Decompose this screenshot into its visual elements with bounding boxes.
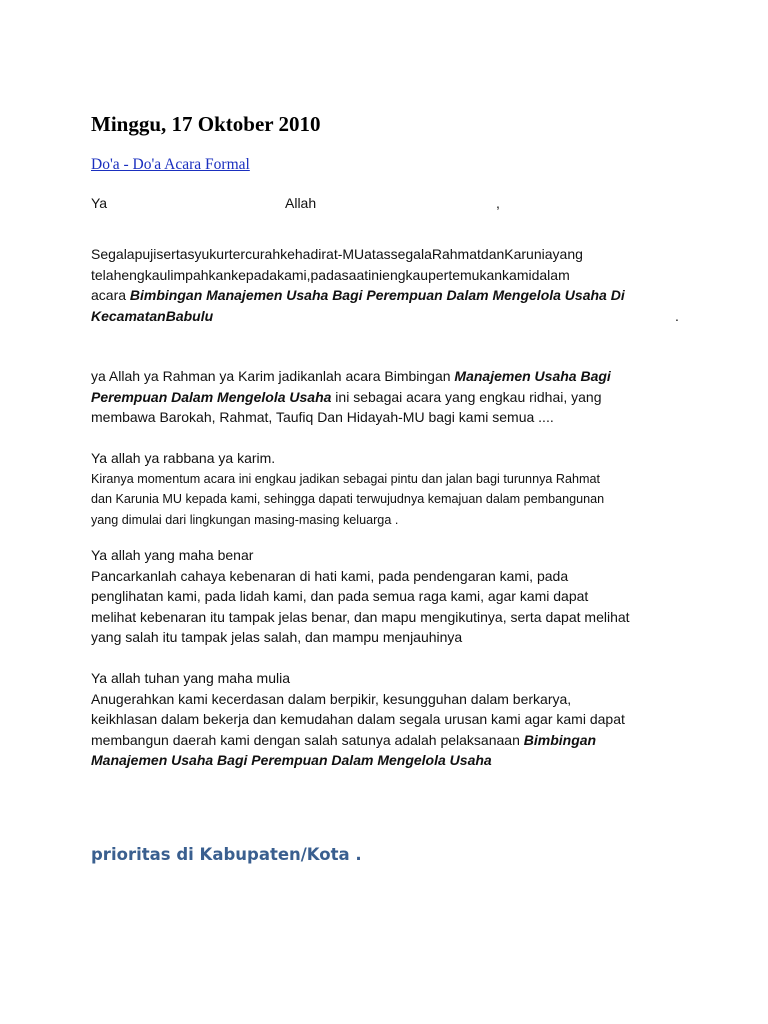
- paragraph-maha-mulia: Ya allah tuhan yang maha mulia Anugerahkan kami kecerdasan dalam berpikir, kesungguhan dalam berkarya, keikhlasan dalam bekerja dan kemudahan dalam segala urusan kami agar kami dapat membangun daerah kami dengan salah satunya adalah pelaksanaan Bimbingan Manajemen Usaha Bagi Perempuan Dalam Mengelola Usaha: [91, 670, 625, 768]
- praise-line-2: telahengkaulimpahkankepadakami,padasaatiniengkaupertemukankamidalam: [91, 266, 570, 283]
- salutation-word-allah: Allah: [285, 195, 317, 211]
- salutation-word-ya: Ya: [91, 195, 108, 211]
- post-title-link[interactable]: Do'a - Do'a Acara Formal: [91, 156, 250, 173]
- post-date: Minggu, 17 Oktober 2010: [91, 112, 321, 136]
- paragraph-heading: Ya allah tuhan yang maha mulia: [91, 670, 290, 686]
- paragraph-maha-benar: Ya allah yang maha benar Pancarkanlah cahaya kebenaran di hati kami, pada pendengaran kami, pada penglihatan kami, pada lidah kami, dan pada semua raga kami, agar kami dapat melihat kebenaran itu tampak jelas benar, dan mapu mengikutinya, serta dapat melihat yang salah itu tampak jelas salah, dan mampu menjauhinya: [91, 547, 630, 645]
- praise-line-3: acara Bimbingan Manajemen Usaha Bagi Perempuan Dalam Mengelola Usaha Di: [91, 287, 625, 303]
- paragraph-heading: Ya allah ya rabbana ya karim.: [91, 450, 276, 466]
- paragraph-rabbana: Ya allah ya rabbana ya karim. Kiranya momentum acara ini engkau jadikan sebagai pintu dan jalan bagi turunnya Rahmat dan Karunia MU kepada kami, sehingga dapati terwujudnya kemajuan dalam pembangunan yang dimulai dari lingkungan masing-masing keluarga .: [91, 450, 605, 527]
- footer-heading: prioritas di Kabupaten/Kota .: [91, 845, 362, 864]
- paragraph-praise: [91, 244, 677, 326]
- salutation-comma: ,: [496, 195, 500, 211]
- paragraph-blessing: ya Allah ya Rahman ya Karim jadikanlah acara Bimbingan Manajemen Usaha Bagi Perempuan Dalam Mengelola Usaha ini sebagai acara yang engkau ridhai, yang membawa Barokah, Rahmat, Taufiq Dan Hidayah-MU bagi kami semua ....: [91, 368, 611, 425]
- event-name-bold: Bimbingan Manajemen Usaha Bagi Perempuan Dalam Mengelola Usaha Di: [129, 287, 625, 303]
- praise-line-1: Segalapujisertasyukurtercurahkehadirat-MUatassegalaRahmatdanKaruniayang: [91, 246, 583, 262]
- paragraph-heading: Ya allah yang maha benar: [91, 547, 254, 563]
- praise-line-4: KecamatanBabulu .: [91, 307, 679, 324]
